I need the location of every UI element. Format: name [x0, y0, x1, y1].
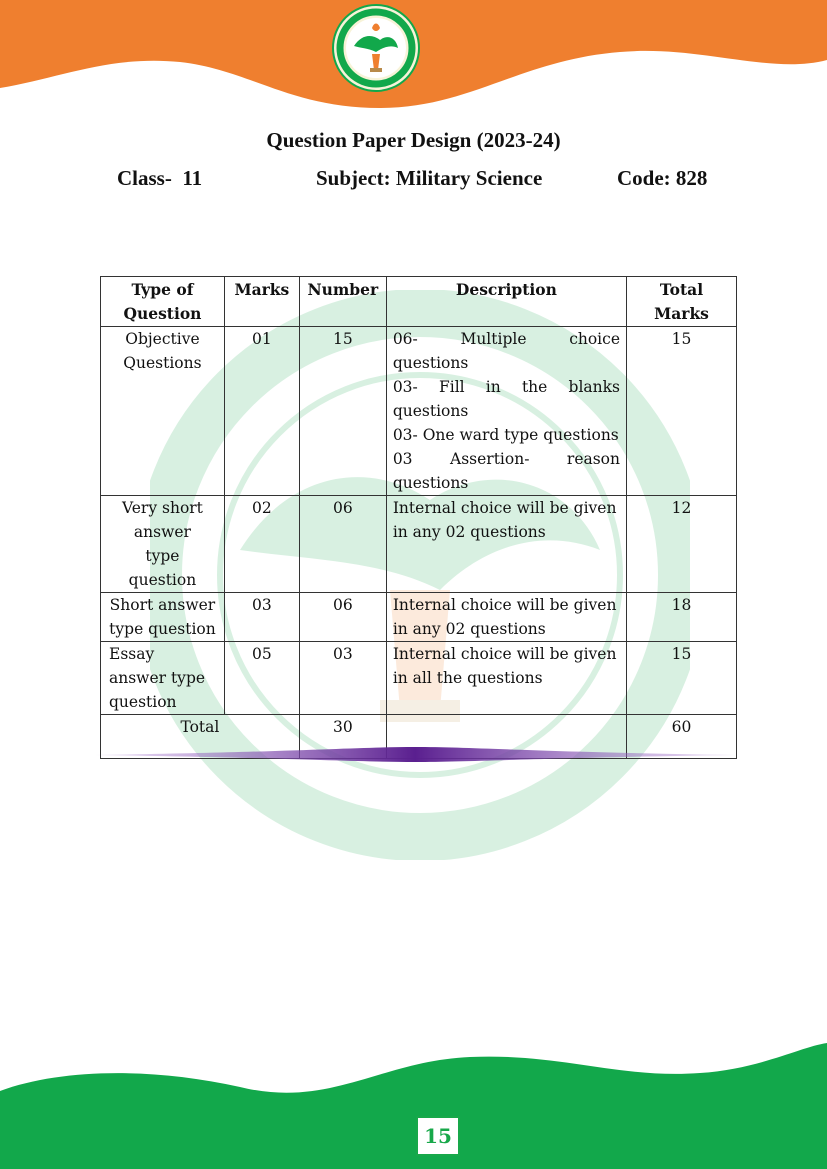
table-row: [101, 327, 737, 496]
cell-number: 06: [299, 496, 386, 593]
board-seal-logo-icon: [332, 4, 420, 92]
header-description: Description: [386, 277, 626, 327]
total-marks: 60: [627, 715, 737, 759]
header-type: Type of Question: [101, 277, 225, 327]
description-line: 06- Multiple choice questions: [392, 330, 620, 372]
cell-number: 15: [299, 327, 386, 496]
description-line: 03 Assertion- reason questions: [392, 450, 620, 492]
decorative-divider: [95, 745, 735, 763]
class-label: Class- 11: [117, 166, 203, 190]
cell-marks: 05: [224, 642, 299, 715]
question-paper-table: [100, 276, 737, 759]
cell-marks: 02: [224, 496, 299, 593]
table-row: [101, 642, 737, 715]
table-row: [101, 593, 737, 642]
header-marks: Marks: [224, 277, 299, 327]
page-number: 15: [416, 1116, 460, 1156]
cell-marks: 03: [224, 593, 299, 642]
document-title: Question Paper Design (2023-24): [266, 128, 561, 152]
cell-total: 12: [627, 496, 737, 593]
cell-description: Internal choice will be given in all the questions: [386, 642, 626, 715]
cell-description: Internal choice will be given in any 02 questions: [386, 496, 626, 593]
description-line: 03- One ward type questions: [392, 426, 619, 444]
total-label: Total: [101, 715, 300, 759]
cell-marks: 01: [224, 327, 299, 496]
bottom-green-banner: [0, 1039, 827, 1169]
cell-type: Objective Questions: [101, 327, 225, 496]
header-total-marks: Total Marks: [627, 277, 737, 327]
cell-number: 06: [299, 593, 386, 642]
subject-label: Subject: Military Science: [316, 166, 543, 190]
cell-type: Very short answer type question: [101, 496, 225, 593]
cell-description: [386, 327, 626, 496]
cell-description: Internal choice will be given in any 02 questions: [386, 593, 626, 642]
cell-total: 15: [627, 642, 737, 715]
cell-total: 18: [627, 593, 737, 642]
cell-number: 03: [299, 642, 386, 715]
cell-type: Short answer type question: [101, 593, 225, 642]
cell-total: 15: [627, 327, 737, 496]
total-number: 30: [299, 715, 386, 759]
table-header-row: [101, 277, 737, 327]
header-number: Number: [299, 277, 386, 327]
description-line: 03- Fill in the blanks questions: [392, 378, 620, 420]
code-label: Code: 828: [617, 166, 708, 190]
table-row: [101, 496, 737, 593]
cell-type: Essay answer type question: [101, 642, 225, 715]
